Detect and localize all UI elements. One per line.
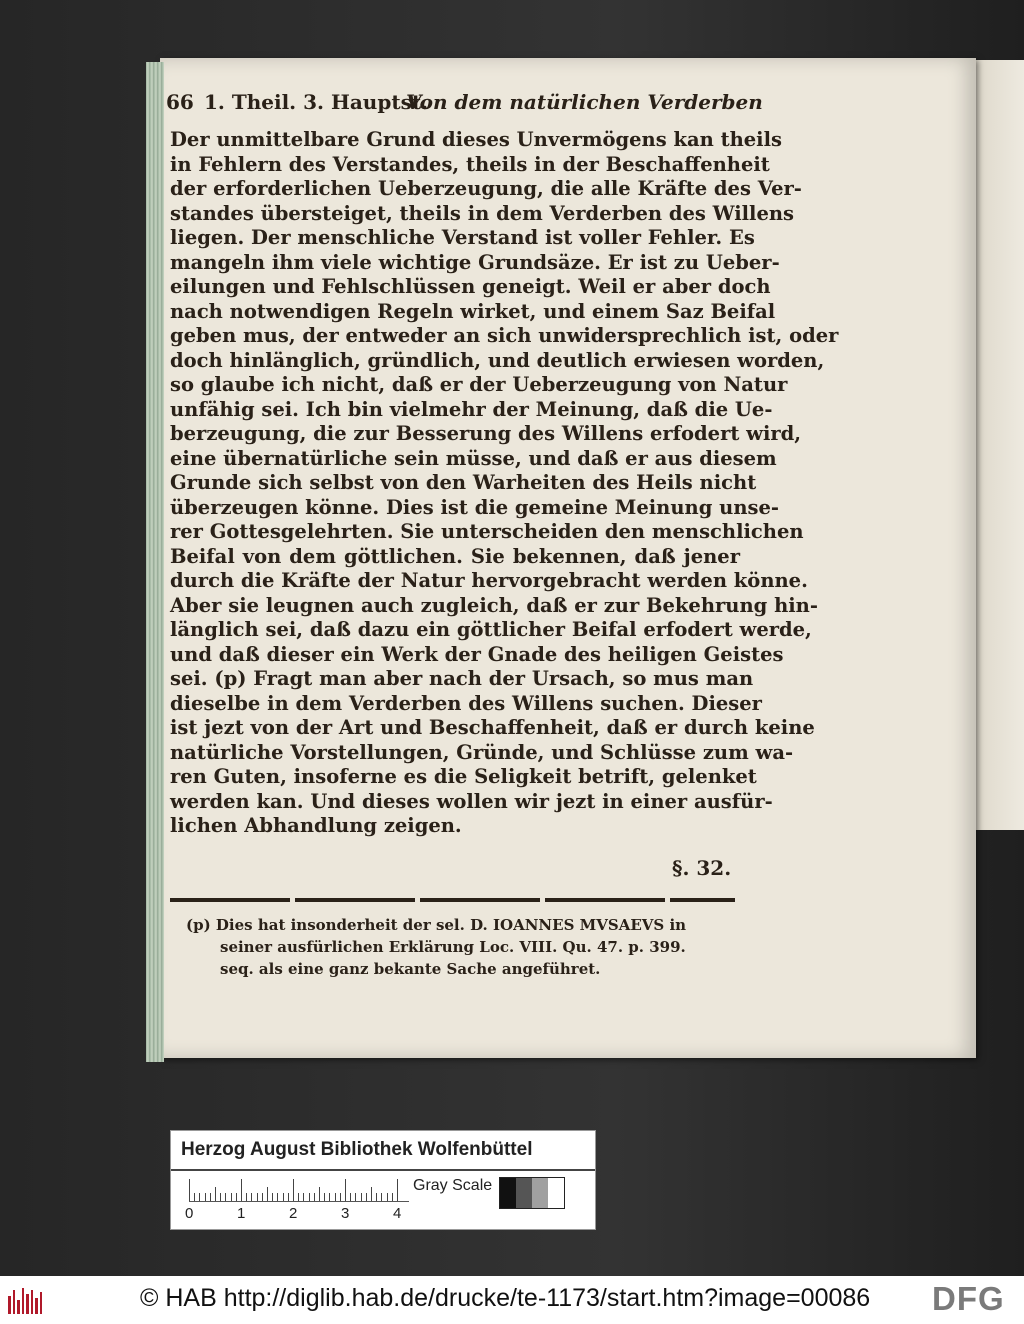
logo-bar	[22, 1288, 25, 1314]
ruler-tick	[283, 1193, 284, 1201]
logo-bar	[26, 1294, 29, 1314]
ruler-tick	[257, 1193, 258, 1201]
scale-number: 4	[393, 1205, 402, 1222]
logo-bar	[40, 1292, 43, 1314]
page-number: 66	[166, 90, 194, 114]
text-line: überzeugen könne. Dies ist die gemeine Meinung unse-	[170, 495, 779, 519]
gray-swatch	[500, 1178, 516, 1208]
text-line: standes übersteiget, theils in dem Verderben des Willens	[170, 201, 795, 225]
text-line: liegen. Der menschliche Verstand ist voller Fehler. Es	[170, 226, 755, 249]
footnote-line: seq. als eine ganz bekante Sache angeführet.	[220, 960, 601, 978]
ruler-tick	[277, 1193, 278, 1201]
card-divider	[171, 1169, 595, 1171]
text-line: eine übernatürliche sein müsse, und daß er aus diesem	[170, 446, 777, 470]
footnote-rule	[170, 898, 735, 902]
text-line: natürliche Vorstellungen, Gründe, und Schlüsse zum wa-	[170, 740, 794, 764]
page-block-edge	[146, 62, 164, 1062]
logo-bar	[17, 1300, 20, 1314]
ruler-tick	[298, 1193, 299, 1201]
ruler-tick	[205, 1193, 206, 1201]
scale-number: 1	[237, 1205, 246, 1222]
text-line: so glaube ich nicht, daß er der Ueberzeugung von Natur	[170, 373, 788, 396]
ruler-tick	[392, 1193, 393, 1201]
text-line: der erforderlichen Ueberzeugung, die alle Kräfte des Ver-	[170, 177, 802, 200]
ruler-tick	[381, 1193, 382, 1201]
text-line: lichen Abhandlung zeigen.	[170, 814, 462, 837]
text-line: Grunde sich selbst von den Warheiten des Heils nicht	[170, 471, 757, 494]
text-line: ist jezt von der Art und Beschaffenheit, daß er durch keine	[170, 716, 815, 739]
ruler-tick	[309, 1193, 310, 1201]
text-line: eilungen und Fehlschlüssen geneigt. Weil er aber doch	[170, 275, 771, 298]
logo-bar	[13, 1290, 16, 1314]
text-line: Der unmittelbare Grund dieses Unvermögens kan theils	[170, 128, 782, 151]
ruler-tick	[231, 1193, 232, 1201]
ruler-tick	[251, 1193, 252, 1201]
ruler-tick	[210, 1193, 211, 1201]
ruler-tick	[303, 1193, 304, 1201]
logo-bar	[31, 1290, 34, 1314]
scale-ruler	[189, 1177, 409, 1202]
scale-number: 3	[341, 1205, 350, 1222]
text-line: ren Guten, insoferne es die Seligkeit betrift, gelenket	[170, 765, 757, 788]
ruler-tick	[199, 1193, 200, 1201]
gray-swatch	[532, 1178, 548, 1208]
gray-swatch	[516, 1178, 532, 1208]
scale-number: 0	[185, 1205, 194, 1222]
ruler-tick	[288, 1193, 289, 1201]
ruler-tick	[215, 1187, 216, 1201]
logo-bar	[8, 1296, 11, 1314]
ruler-tick	[194, 1193, 195, 1201]
gray-swatch	[548, 1178, 564, 1208]
text-line: Aber sie leugnen auch zugleich, daß er zur Bekehrung hin-	[170, 593, 818, 617]
ruler-tick	[241, 1179, 242, 1201]
footer-bar	[0, 1276, 1024, 1324]
scale-number: 2	[289, 1205, 298, 1222]
dfg-logo: DFG	[932, 1280, 1005, 1317]
ruler-tick	[340, 1193, 341, 1201]
ruler-tick	[324, 1193, 325, 1201]
logo-bar	[35, 1298, 38, 1314]
text-line: doch hinlänglich, gründlich, und deutlich erwiesen worden,	[170, 348, 825, 372]
ruler-tick	[319, 1187, 320, 1201]
text-line: länglich sei, daß dazu ein göttlicher Beifal erfodert werde,	[170, 618, 812, 641]
gray-scale-label: Gray Scale	[413, 1177, 493, 1194]
ruler-tick	[236, 1193, 237, 1201]
ruler-tick	[387, 1193, 388, 1201]
text-line: durch die Kräfte der Natur hervorgebracht werden könne.	[170, 569, 808, 592]
text-line: werden kan. Und dieses wollen wir jezt in einer ausfür-	[170, 789, 773, 813]
footnote	[186, 914, 746, 980]
ruler-tick	[189, 1179, 190, 1201]
ruler-tick	[272, 1193, 273, 1201]
ruler-tick	[371, 1187, 372, 1201]
ruler-tick	[366, 1193, 367, 1201]
text-line: mangeln ihm viele wichtige Grundsäze. Er ist zu Ueber-	[170, 250, 780, 274]
text-line: rer Gottesgelehrten. Sie unterscheiden den menschlichen	[170, 520, 804, 543]
ruler-tick	[361, 1193, 362, 1201]
ruler-tick	[335, 1193, 336, 1201]
page-header	[166, 90, 763, 122]
text-line: geben mus, der entweder an sich unwidersprechlich ist, oder	[170, 324, 839, 347]
running-head-title: Von dem natürlichen Verderben	[406, 90, 763, 114]
ruler-tick	[329, 1193, 330, 1201]
ruler-tick	[220, 1193, 221, 1201]
ruler-tick	[376, 1193, 377, 1201]
text-line: Beifal von dem göttlichen. Sie bekennen, daß jener	[170, 544, 740, 568]
running-head: 1. Theil. 3. Hauptst.	[204, 90, 429, 114]
text-line: nach notwendigen Regeln wirket, und einem Saz Beifal	[170, 299, 776, 323]
ruler-tick	[350, 1193, 351, 1201]
hab-logo-icon	[8, 1288, 42, 1314]
ruler-tick	[293, 1179, 294, 1201]
ruler-tick	[397, 1179, 398, 1201]
color-reference-card	[170, 1130, 596, 1230]
text-line: dieselbe in dem Verderben des Willens suchen. Dieser	[170, 691, 762, 715]
footnote-line: seiner ausfürlichen Erklärung Loc. VIII. Qu. 47. p. 399.	[220, 938, 686, 956]
ruler-tick	[262, 1193, 263, 1201]
text-line: unfähig sei. Ich bin vielmehr der Meinung, daß die Ue-	[170, 397, 773, 421]
gray-scale-bar	[499, 1177, 565, 1209]
ruler-tick	[267, 1187, 268, 1201]
text-line: berzeugung, die zur Besserung des Willens erfodert wird,	[170, 422, 802, 445]
footnote-line: (p) Dies hat insonderheit der sel. D. IOANNES MVSAEVS in	[186, 916, 687, 934]
next-page-edge	[968, 60, 1024, 830]
text-line: und daß dieser ein Werk der Gnade des heiligen Geistes	[170, 642, 784, 666]
text-line: in Fehlern des Verstandes, theils in der Beschaffenheit	[170, 152, 770, 176]
ruler-tick	[246, 1193, 247, 1201]
copyright-link[interactable]: © HAB http://diglib.hab.de/drucke/te-1173/start.htm?image=00086	[140, 1284, 871, 1312]
text-line: sei. (p) Fragt man aber nach der Ursach, so mus man	[170, 667, 754, 690]
ruler-tick	[345, 1179, 346, 1201]
ruler-tick	[355, 1193, 356, 1201]
ruler-tick	[225, 1193, 226, 1201]
card-title: Herzog August Bibliothek Wolfenbüttel	[181, 1139, 533, 1160]
catchword: §. 32.	[672, 856, 732, 880]
body-text	[170, 128, 839, 839]
ruler-tick	[314, 1193, 315, 1201]
